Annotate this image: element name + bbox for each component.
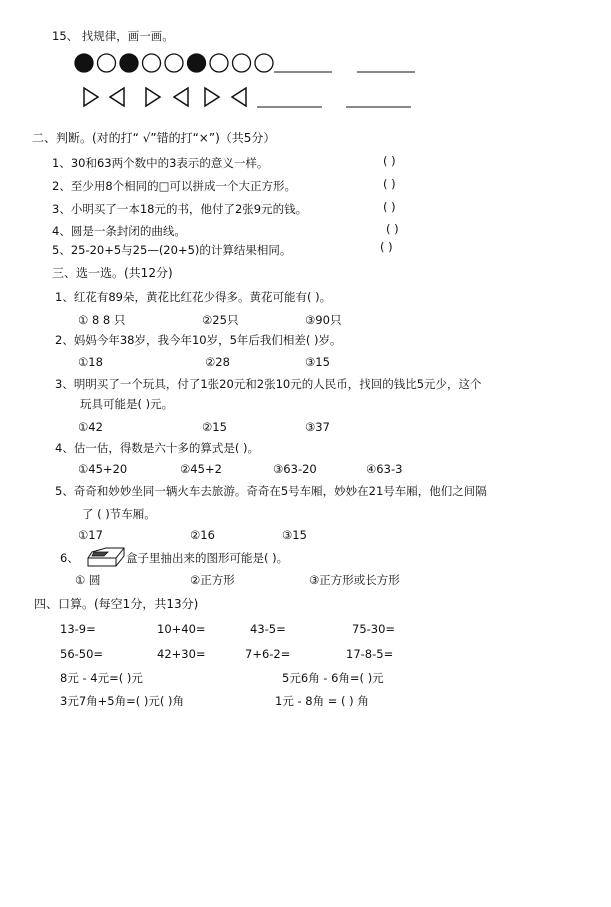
- choice-q6-number: 6、: [60, 551, 79, 565]
- money-calc-3[interactable]: 3元7角+5角=( )元( )角: [60, 694, 184, 708]
- choice-q3-line2: 玩具可能是( )元。: [80, 397, 174, 411]
- judge-item-5: 5、25-20+5与25—(20+5)的计算结果相同。: [52, 243, 292, 257]
- choice-q3: 3、明明买了一个玩具，付了1张20元和2张10元的人民币，找回的钱比5元少，这个: [55, 377, 482, 391]
- empty-circle: [98, 54, 116, 72]
- choice-q1-option-2[interactable]: ②25只: [202, 313, 239, 327]
- judge-answer-2[interactable]: ( ): [383, 177, 396, 191]
- choice-q2-option-3[interactable]: ③15: [305, 355, 330, 369]
- choice-q4-option-4[interactable]: ④63-3: [366, 462, 403, 476]
- judge-answer-3[interactable]: ( ): [383, 200, 396, 214]
- choice-q4-option-1[interactable]: ①45+20: [78, 462, 128, 476]
- choice-q4: 4、估一估，得数是六十多的算式是( )。: [55, 441, 259, 455]
- choice-q1-option-1[interactable]: ① 8 8 只: [78, 313, 126, 327]
- choice-q5-option-1[interactable]: ①17: [78, 528, 103, 542]
- empty-circle: [233, 54, 251, 72]
- section2-title: 二、判断。(对的打“ √”错的打“×”)（共5分）: [32, 131, 276, 145]
- choice-q4-option-2[interactable]: ②45+2: [180, 462, 222, 476]
- judge-item-4: 4、圆是一条封闭的曲线。: [52, 224, 186, 238]
- left-triangle: [232, 88, 246, 106]
- q15-title: 15、 找规律，画一画。: [52, 29, 174, 43]
- choice-q5-option-2[interactable]: ②16: [190, 528, 215, 542]
- choice-q5-option-3[interactable]: ③15: [282, 528, 307, 542]
- choice-q6: 盒子里抽出来的图形可能是( )。: [126, 551, 289, 565]
- judge-answer-1[interactable]: ( ): [383, 154, 396, 168]
- judge-answer-4[interactable]: ( ): [386, 222, 399, 236]
- money-calc-2[interactable]: 5元6角 - 6角=( )元: [282, 671, 384, 685]
- calc-1[interactable]: 13-9=: [60, 622, 96, 636]
- pattern-figure: [70, 52, 490, 112]
- calc-3[interactable]: 43-5=: [250, 622, 286, 636]
- choice-q3-option-1[interactable]: ①42: [78, 420, 103, 434]
- choice-q6-option-3[interactable]: ③正方形或长方形: [309, 573, 400, 587]
- choice-q3-option-2[interactable]: ②15: [202, 420, 227, 434]
- section3-title: 三、选一选。(共12分): [52, 266, 173, 280]
- filled-circle: [188, 54, 206, 72]
- calc-2[interactable]: 10+40=: [157, 622, 206, 636]
- calc-4[interactable]: 75-30=: [352, 622, 396, 636]
- choice-q5: 5、奇奇和妙妙坐同一辆火车去旅游。奇奇在5号车厢，妙妙在21号车厢，他们之间隔: [55, 484, 487, 498]
- calc-7[interactable]: 7+6-2=: [245, 647, 291, 661]
- calc-5[interactable]: 56-50=: [60, 647, 104, 661]
- choice-q5-line2: 了 ( )节车厢。: [82, 507, 156, 521]
- left-triangle: [174, 88, 188, 106]
- money-calc-1[interactable]: 8元 - 4元=( )元: [60, 671, 143, 685]
- filled-circle: [75, 54, 93, 72]
- calc-6[interactable]: 42+30=: [157, 647, 206, 661]
- empty-circle: [210, 54, 228, 72]
- choice-q2: 2、妈妈今年38岁，我今年10岁，5年后我们相差( )岁。: [55, 333, 342, 347]
- calc-8[interactable]: 17-8-5=: [346, 647, 394, 661]
- empty-circle: [255, 54, 273, 72]
- judge-answer-5[interactable]: ( ): [380, 240, 393, 254]
- judge-item-3: 3、小明买了一本18元的书，他付了2张9元的钱。: [52, 202, 308, 216]
- empty-circle: [143, 54, 161, 72]
- choice-q6-option-2[interactable]: ②正方形: [190, 573, 235, 587]
- right-triangle: [205, 88, 219, 106]
- right-triangle: [146, 88, 160, 106]
- judge-item-1: 1、30和63两个数中的3表示的意义一样。: [52, 156, 269, 170]
- choice-q6-option-1[interactable]: ① 圆: [75, 573, 101, 587]
- choice-q2-option-1[interactable]: ①18: [78, 355, 103, 369]
- choice-q3-option-3[interactable]: ③37: [305, 420, 330, 434]
- choice-q1-option-3[interactable]: ③90只: [305, 313, 342, 327]
- section4-title: 四、口算。(每空1分，共13分): [34, 597, 199, 611]
- filled-circle: [120, 54, 138, 72]
- left-triangle: [110, 88, 124, 106]
- choice-q2-option-2[interactable]: ②28: [205, 355, 230, 369]
- money-calc-4[interactable]: 1元 - 8角 = ( ) 角: [275, 694, 369, 708]
- choice-q4-option-3[interactable]: ③63-20: [273, 462, 317, 476]
- choice-q1: 1、红花有89朵，黄花比红花少得多。黄花可能有( )。: [55, 290, 332, 304]
- empty-circle: [165, 54, 183, 72]
- right-triangle: [84, 88, 98, 106]
- judge-item-2: 2、至少用8个相同的□可以拼成一个大正方形。: [52, 179, 296, 193]
- box-icon: [86, 546, 126, 570]
